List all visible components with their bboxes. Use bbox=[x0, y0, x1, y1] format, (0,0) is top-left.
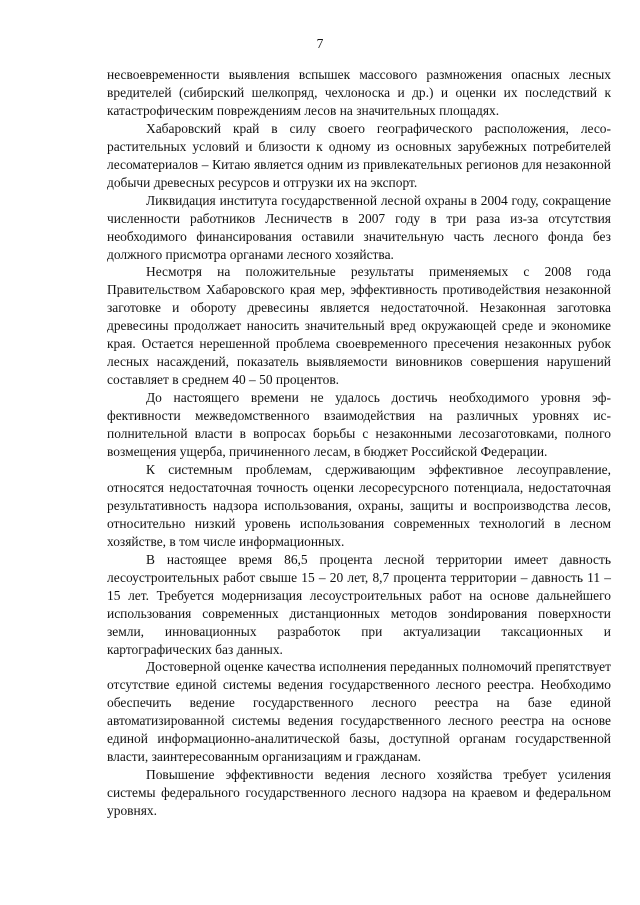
document-body bbox=[107, 66, 611, 820]
paragraph-forest-registry: Достоверной оценке качества исполнения переданных полномочий препятствует отсутствие единой системы ведения государственного лесного реестра. Необходимо обеспечить ведение государственного лесного реестра на базе единой автоматизированной системы ведения государственного лесного реестра на основе единой информационно-аналитической базы, доступной органам государственной власти, заинтересованным организациям и гражданам. bbox=[107, 659, 611, 765]
paragraph-interagency-cooperation: До настоящего времени не удалось достичь необходимого уровня эффективности межведомственного взаимодействия на различных уровнях исполнительной власти в вопросах борьбы с незаконными лесозаготовками, полного возмещения ущерба, причиненного лесам, в бюджет Российской Федерации. bbox=[107, 390, 611, 460]
paragraph-continued-text: несвоевременности выявления вспышек массового размножения опасных лесных вредителей (сибирский шелкопряд, чехлоноска и др.) и оценки их последствий к катастрофическим повреждениям лесов на значительных площадях. bbox=[107, 67, 611, 118]
paragraph-illegal-logging: Несмотря на положительные результаты применяемых с 2008 года Правительством Хабаровского края мер, эффективность противодействия незаконной заготовке и обороту древесины является недостаточной. Незаконная заготовка древесины продолжает наносить значительный вред окружающей среде и экономике края. Остается нерешенной проблема своевременного пресечения незаконных рубок лесных насаждений, показатель выявляемости виновников совершения нарушений составляет в среднем 40 – 50 процентов. bbox=[107, 264, 611, 388]
paragraph-systemic-problems: К системным проблемам, сдерживающим эффективное лесоуправление, относятся недостаточная точность оценки лесоресурсного потенциала, недостаточная результативность надзора использования, охраны, защиты и воспроизводства лесов, относительно низкий уровень использования современных технологий в лесном хозяйстве, в том числе информационных. bbox=[107, 461, 611, 549]
paragraph-forest-supervision: Повышение эффективности ведения лесного хозяйства требует усиления системы федерального государственного лесного надзора на краевом и федеральном уровнях. bbox=[107, 767, 611, 819]
paragraph-forest-guard-liquidation: Ликвидация института государственной лесной охраны в 2004 году, сокращение численности работников Лесничеств в 2007 году в три раза из-за отсутствия необходимого финансирования оставили значительную часть лесного фонда без должного присмотра органами лесного хозяйства. bbox=[107, 192, 611, 262]
page-number: 7 bbox=[316, 36, 324, 51]
paragraph-khabarovsk-geography: Хабаровский край в силу своего географического расположения, лесорастительных условий и близости к одному из основных зарубежных потребителей лесоматериалов – Китаю является одним из привлекательных регионов для незаконной добычи древесных ресурсов и отгрузки их на экспорт. bbox=[107, 120, 611, 190]
paragraph-forest-inventory: В настоящее время 86,5 процента лесной территории имеет давность лесоустроительных работ свыше 15 – 20 лет, 8,7 процента территории – давность 11 – 15 лет. Требуется модернизация лесоустроительных работ на основе дальнейшего использования современных дистанционных методов зонdирования поверхности земли, инновационных разработок при актуализации таксационных и картографических баз данных. bbox=[107, 551, 611, 657]
